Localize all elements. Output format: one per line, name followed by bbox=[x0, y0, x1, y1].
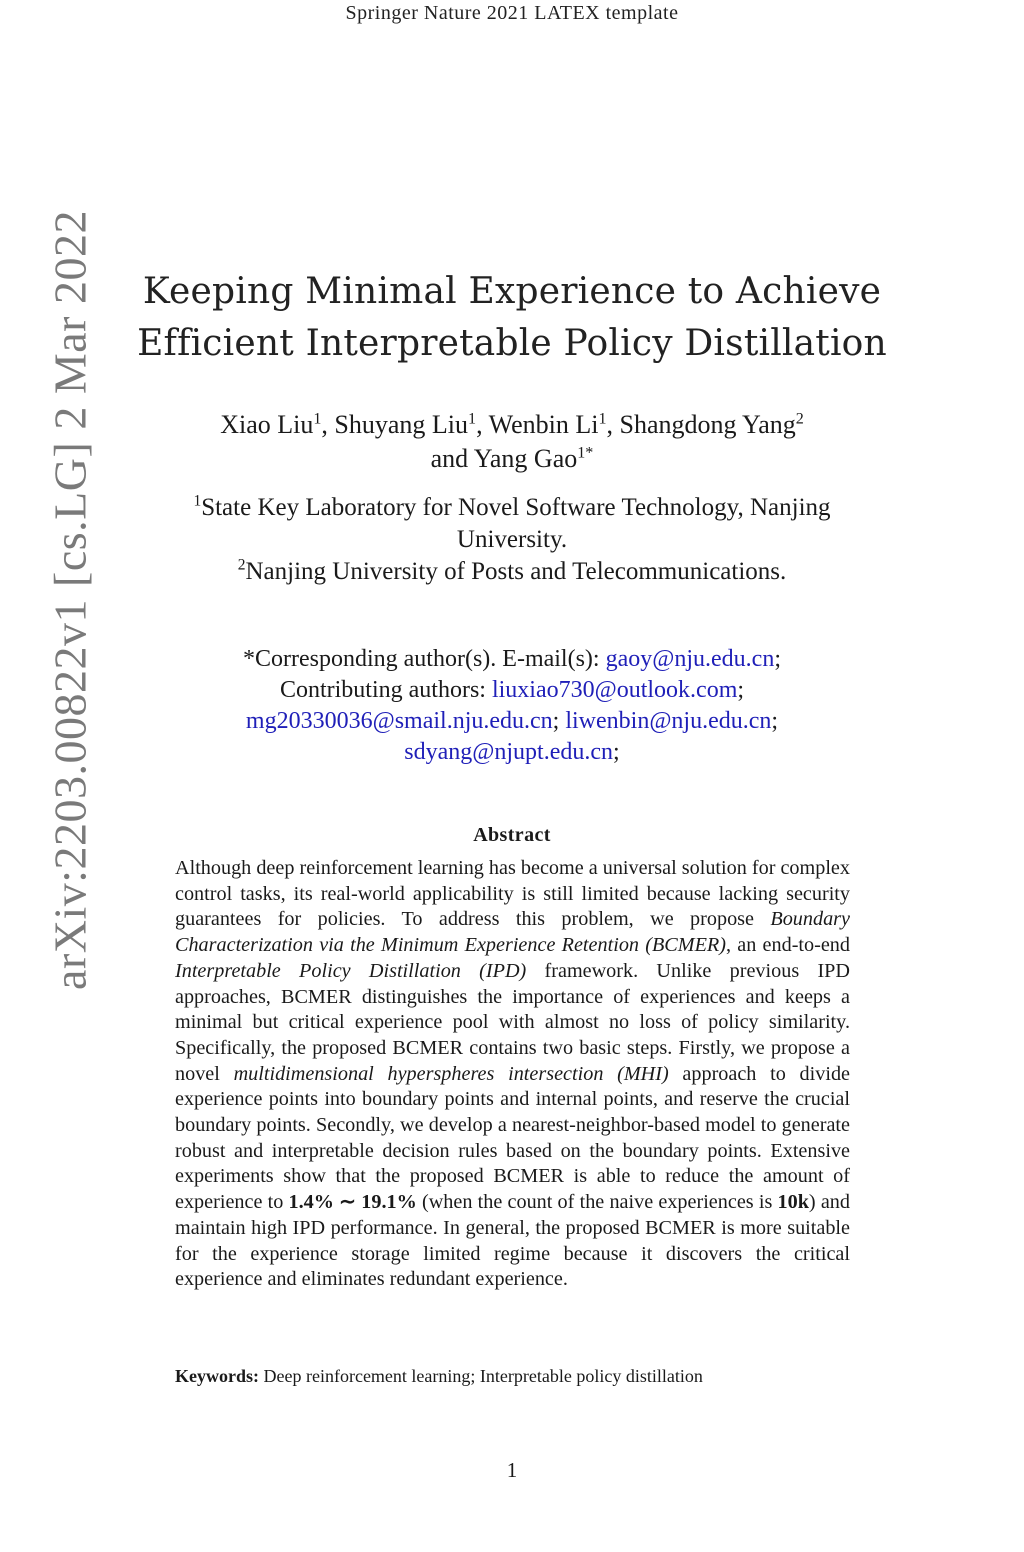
author-separator: , bbox=[476, 410, 489, 439]
author: Xiao Liu bbox=[220, 410, 314, 439]
contributing-emails-line: mg20330036@smail.nju.edu.cn; liwenbin@nju.edu.cn; bbox=[245, 708, 779, 734]
page-number: 1 bbox=[506, 1458, 518, 1482]
author-affiliation-mark: 1* bbox=[577, 444, 594, 462]
paper-title-line-2: Efficient Interpretable Policy Distillation bbox=[137, 323, 887, 364]
abstract-segment: framework. Unlike previous IPD approaches, BCMER distinguishes the importance of experiences and keeps a minimal but critical experience pool with almost no loss of policy similarity. Specifically, the proposed BCMER contains two basic steps. Firstly, we propose a novel bbox=[175, 959, 850, 1085]
abstract-segment: , an end-to-end bbox=[725, 934, 850, 957]
author: Shuyang Liu bbox=[334, 410, 469, 439]
author-affiliation-mark: 2 bbox=[795, 410, 804, 428]
author-list bbox=[140, 408, 884, 476]
author-affiliation-mark: 1 bbox=[468, 410, 477, 428]
author: Shangdong Yang bbox=[619, 410, 796, 439]
corresponding-author-line: *Corresponding author(s). E-mail(s): gaoy@nju.edu.cn; bbox=[243, 646, 781, 672]
author-separator: , bbox=[321, 410, 335, 439]
contributing-email-link[interactable]: liwenbin@nju.edu.cn bbox=[565, 708, 772, 734]
arxiv-identifier-stamp: arXiv:2203.00822v1 [cs.LG] 2 Mar 2022 bbox=[44, 210, 96, 990]
corresponding-label: *Corresponding author(s). E-mail(s): bbox=[243, 646, 606, 672]
affiliation-2 bbox=[140, 556, 884, 588]
abstract-heading: Abstract bbox=[473, 824, 551, 846]
abstract-segment: approach to divide experience points into boundary points and internal points, and reserve the crucial boundary points. Secondly, we develop a nearest-neighbor-based model to generate robust and interpretable decision rules based on the boundary points. Extensive experiments show that the proposed BCMER is able to reduce the amount of experience to bbox=[175, 1062, 851, 1214]
author: and Yang Gao bbox=[430, 444, 578, 473]
abstract-segment: ) and maintain high IPD performance. In general, the proposed BCMER is more suitable for the experience storage limited regime because it discovers the critical experience and eliminates redundant experience. bbox=[175, 1191, 850, 1291]
contributing-email-link[interactable]: liuxiao730@outlook.com bbox=[491, 677, 738, 703]
running-header: Springer Nature 2021 LATEX template bbox=[345, 2, 679, 24]
author-separator: , bbox=[606, 410, 620, 439]
abstract-emphasis: multidimensional hyperspheres intersection (MHI) bbox=[233, 1062, 669, 1085]
corresponding-email-link[interactable]: gaoy@nju.edu.cn bbox=[605, 646, 775, 672]
author-affiliation-mark: 1 bbox=[313, 410, 322, 428]
contributing-authors-line: Contributing authors: liuxiao730@outlook.com; bbox=[279, 677, 745, 703]
paper-title-line-1: Keeping Minimal Experience to Achieve bbox=[142, 271, 882, 312]
affiliation-text: State Key Laboratory for Novel Software Technology, Nanjing University. bbox=[201, 494, 831, 553]
correspondence-block bbox=[140, 644, 884, 768]
abstract-bold-value: 1.4% ∼ 19.1% bbox=[288, 1191, 417, 1214]
keywords-text: Deep reinforcement learning; Interpretable policy distillation bbox=[259, 1366, 703, 1386]
abstract-emphasis: Interpretable Policy Distillation (IPD) bbox=[175, 959, 527, 982]
keywords bbox=[175, 1364, 850, 1388]
affiliation-text: Nanjing University of Posts and Telecommunications. bbox=[245, 558, 787, 585]
abstract-segment: Although deep reinforcement learning has become a universal solution for complex control tasks, its real-world applicability is still limited because lacking security guarantees for policies. To address this problem, we propose bbox=[175, 857, 850, 931]
contributing-email-link[interactable]: mg20330036@smail.nju.edu.cn bbox=[245, 708, 553, 734]
abstract-text bbox=[175, 856, 850, 1293]
abstract-emphasis: Boundary Characterization via the Minimum Experience Retention (BCMER) bbox=[175, 908, 850, 957]
affiliations bbox=[140, 492, 884, 588]
contributing-label: Contributing authors: bbox=[279, 677, 492, 703]
author-affiliation-mark: 1 bbox=[598, 410, 607, 428]
affiliation-mark: 2 bbox=[237, 556, 246, 574]
affiliation-mark: 1 bbox=[193, 492, 202, 510]
paper-title bbox=[130, 266, 894, 370]
contributing-email-link[interactable]: sdyang@njupt.edu.cn bbox=[404, 739, 614, 765]
affiliation-1 bbox=[140, 492, 884, 556]
contributing-emails-line: sdyang@njupt.edu.cn; bbox=[404, 739, 620, 765]
keywords-label: Keywords: bbox=[175, 1366, 259, 1386]
abstract-segment: (when the count of the naive experiences is bbox=[416, 1191, 778, 1214]
abstract-bold-value: 10k bbox=[777, 1191, 809, 1214]
author: Wenbin Li bbox=[488, 410, 599, 439]
